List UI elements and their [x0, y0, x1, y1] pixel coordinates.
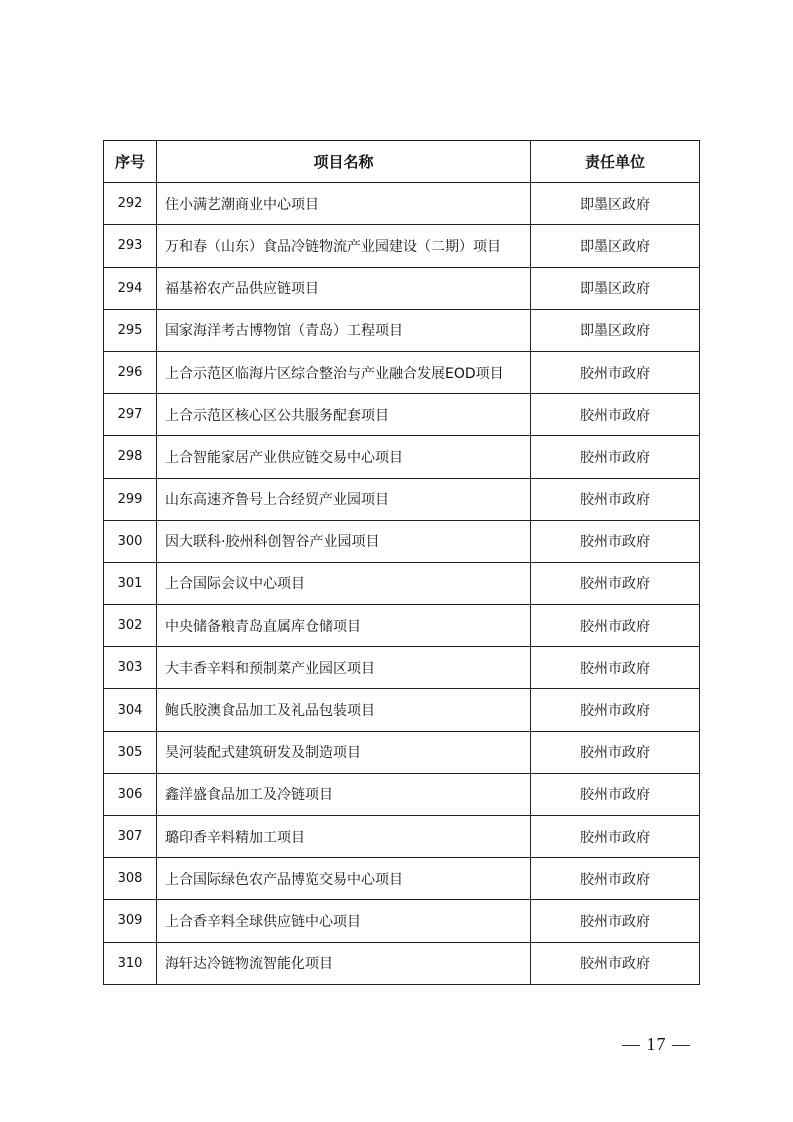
table-row	[104, 816, 700, 858]
row-project-name: 中央储备粮青岛直属库仓储项目	[157, 605, 531, 647]
row-seq: 306	[104, 773, 157, 815]
row-seq: 307	[104, 816, 157, 858]
table-row	[104, 267, 700, 309]
row-responsible-unit: 胶州市政府	[531, 900, 700, 942]
table-row	[104, 689, 700, 731]
row-project-name: 因大联科·胶州科创智谷产业园项目	[157, 520, 531, 562]
row-seq: 305	[104, 731, 157, 773]
row-project-name: 昊河装配式建筑研发及制造项目	[157, 731, 531, 773]
table-row	[104, 478, 700, 520]
table-row	[104, 858, 700, 900]
row-responsible-unit: 胶州市政府	[531, 436, 700, 478]
row-responsible-unit: 胶州市政府	[531, 478, 700, 520]
table-row	[104, 731, 700, 773]
row-responsible-unit: 胶州市政府	[531, 816, 700, 858]
row-seq: 295	[104, 309, 157, 351]
table-row	[104, 562, 700, 604]
row-responsible-unit: 胶州市政府	[531, 858, 700, 900]
header-unit: 责任单位	[531, 141, 700, 183]
row-project-name: 住小满艺潮商业中心项目	[157, 183, 531, 225]
row-seq: 301	[104, 562, 157, 604]
row-project-name: 上合香辛料全球供应链中心项目	[157, 900, 531, 942]
row-responsible-unit: 胶州市政府	[531, 351, 700, 393]
row-seq: 300	[104, 520, 157, 562]
table-row	[104, 942, 700, 984]
table-row	[104, 900, 700, 942]
page-number: — 17 —	[622, 1034, 691, 1054]
row-seq: 292	[104, 183, 157, 225]
table-row	[104, 183, 700, 225]
row-responsible-unit: 胶州市政府	[531, 605, 700, 647]
row-responsible-unit: 即墨区政府	[531, 183, 700, 225]
row-responsible-unit: 胶州市政府	[531, 520, 700, 562]
row-seq: 297	[104, 394, 157, 436]
row-responsible-unit: 胶州市政府	[531, 773, 700, 815]
row-project-name: 上合国际会议中心项目	[157, 562, 531, 604]
header-seq: 序号	[104, 141, 157, 183]
project-table	[103, 140, 700, 985]
header-name: 项目名称	[157, 141, 531, 183]
row-project-name: 万和春（山东）食品冷链物流产业园建设（二期）项目	[157, 225, 531, 267]
table-row	[104, 394, 700, 436]
row-seq: 293	[104, 225, 157, 267]
table-row	[104, 309, 700, 351]
table-row	[104, 225, 700, 267]
row-project-name: 上合示范区临海片区综合整治与产业融合发展EOD项目	[157, 351, 531, 393]
row-project-name: 上合智能家居产业供应链交易中心项目	[157, 436, 531, 478]
row-project-name: 上合国际绿色农产品博览交易中心项目	[157, 858, 531, 900]
row-seq: 294	[104, 267, 157, 309]
row-project-name: 上合示范区核心区公共服务配套项目	[157, 394, 531, 436]
table-row	[104, 773, 700, 815]
table-row	[104, 351, 700, 393]
row-seq: 299	[104, 478, 157, 520]
row-project-name: 福基裕农产品供应链项目	[157, 267, 531, 309]
table-header-row	[104, 141, 700, 183]
row-responsible-unit: 胶州市政府	[531, 647, 700, 689]
table-row	[104, 605, 700, 647]
row-project-name: 海轩达冷链物流智能化项目	[157, 942, 531, 984]
row-responsible-unit: 胶州市政府	[531, 689, 700, 731]
row-project-name: 鑫洋盛食品加工及冷链项目	[157, 773, 531, 815]
row-seq: 298	[104, 436, 157, 478]
row-responsible-unit: 胶州市政府	[531, 562, 700, 604]
row-project-name: 山东高速齐鲁号上合经贸产业园项目	[157, 478, 531, 520]
table-row	[104, 436, 700, 478]
row-seq: 303	[104, 647, 157, 689]
table-row	[104, 647, 700, 689]
row-project-name: 鲍氏胶澳食品加工及礼品包装项目	[157, 689, 531, 731]
row-seq: 308	[104, 858, 157, 900]
row-project-name: 国家海洋考古博物馆（青岛）工程项目	[157, 309, 531, 351]
row-seq: 309	[104, 900, 157, 942]
row-responsible-unit: 即墨区政府	[531, 267, 700, 309]
row-responsible-unit: 胶州市政府	[531, 731, 700, 773]
row-seq: 310	[104, 942, 157, 984]
row-project-name: 大丰香辛料和预制菜产业园区项目	[157, 647, 531, 689]
row-project-name: 璐印香辛料精加工项目	[157, 816, 531, 858]
row-responsible-unit: 即墨区政府	[531, 309, 700, 351]
row-responsible-unit: 胶州市政府	[531, 394, 700, 436]
row-responsible-unit: 胶州市政府	[531, 942, 700, 984]
row-responsible-unit: 即墨区政府	[531, 225, 700, 267]
row-seq: 296	[104, 351, 157, 393]
table-row	[104, 520, 700, 562]
row-seq: 302	[104, 605, 157, 647]
row-seq: 304	[104, 689, 157, 731]
